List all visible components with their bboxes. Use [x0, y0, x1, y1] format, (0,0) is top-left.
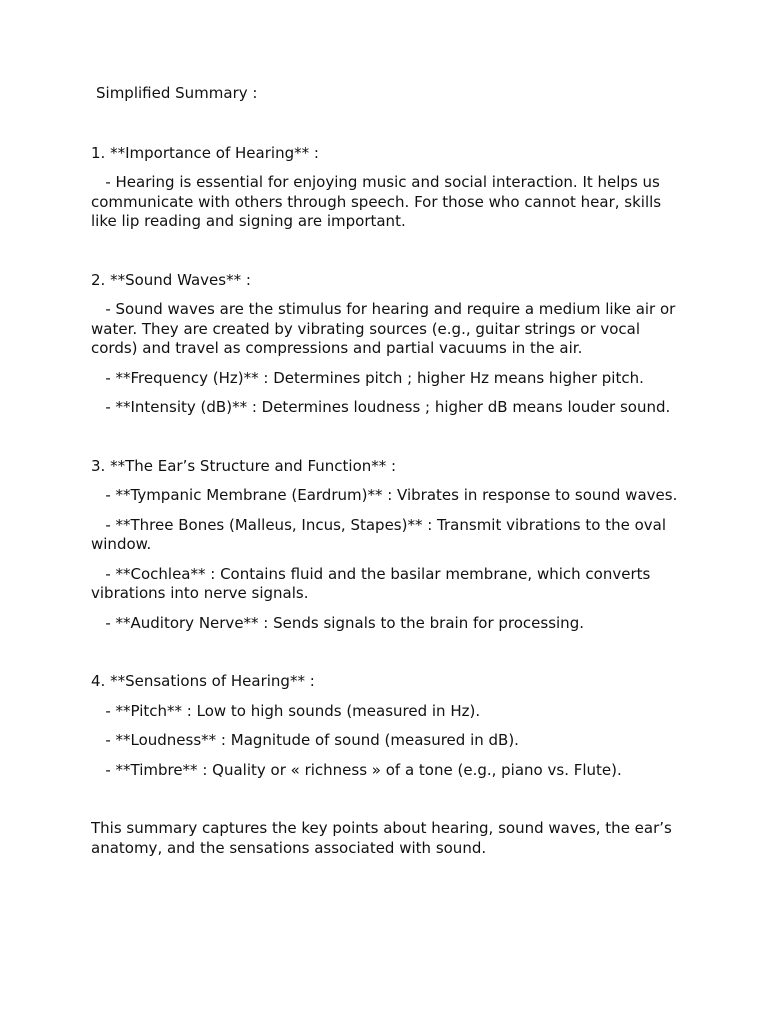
document-page — [91, 84, 681, 868]
document-title: Simplified Summary : — [96, 84, 258, 102]
section-ear-structure — [91, 457, 681, 634]
section-spacer — [91, 790, 681, 819]
section-spacer — [91, 428, 681, 457]
section-paragraph: - Sound waves are the stimulus for hearing and require a medium like air or water. They are created by vibrating sources (e.g., guitar strings or vocal cords) and travel as compressions and partial vacuums in the air. — [91, 300, 676, 357]
conclusion-paragraph: This summary captures the key points about hearing, sound waves, the ear’s anatomy, and the sensations associated with sound. — [91, 819, 672, 857]
section-heading: 2. **Sound Waves** : — [91, 270, 251, 289]
section-paragraph: - **Intensity (dB)** : Determines loudness ; higher dB means louder sound. — [105, 398, 671, 416]
section-heading: 1. **Importance of Hearing** : — [91, 143, 319, 162]
section-spacer — [91, 242, 681, 271]
section-importance-of-hearing — [91, 144, 681, 232]
section-paragraph: - **Frequency (Hz)** : Determines pitch ; higher Hz means higher pitch. — [105, 368, 644, 387]
section-paragraph: - **Cochlea** : Contains fluid and the basilar membrane, which converts vibrations into nerve signals. — [91, 564, 651, 602]
section-heading: 4. **Sensations of Hearing** : — [91, 672, 315, 690]
section-paragraph: - Hearing is essential for enjoying music and social interaction. It helps us communicate with others through speech. For those who cannot hear, skills like lip reading and signing are important. — [91, 173, 662, 230]
section-sound-waves — [91, 271, 681, 418]
section-paragraph: - **Tympanic Membrane (Eardrum)** : Vibrates in response to sound waves. — [105, 486, 678, 504]
section-paragraph: - **Pitch** : Low to high sounds (measured in Hz). — [105, 701, 481, 720]
section-sensations-of-hearing — [91, 672, 681, 780]
section-paragraph: - **Loudness** : Magnitude of sound (measured in dB). — [105, 731, 519, 749]
section-paragraph: - **Auditory Nerve** : Sends signals to the brain for processing. — [105, 613, 584, 632]
section-spacer — [91, 643, 681, 672]
section-paragraph: - **Three Bones (Malleus, Incus, Stapes)** : Transmit vibrations to the oval window. — [91, 515, 666, 553]
section-paragraph: - **Timbre** : Quality or « richness » of a tone (e.g., piano vs. Flute). — [105, 760, 622, 779]
section-heading: 3. **The Ear’s Structure and Function** : — [91, 456, 397, 475]
